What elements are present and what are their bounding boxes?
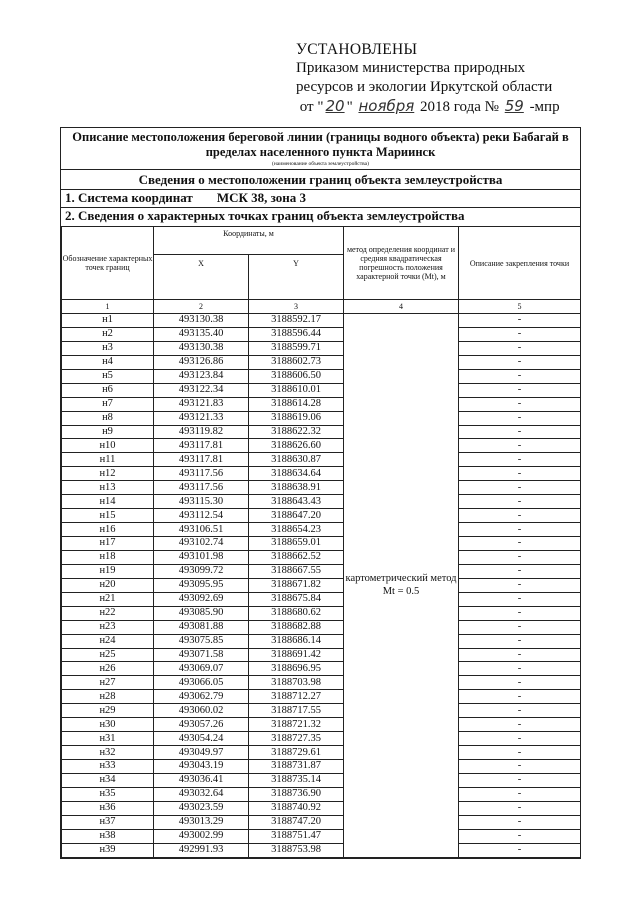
fixation-cell: - — [459, 634, 581, 648]
year-text: 2018 года № — [420, 99, 499, 115]
fixation-cell: - — [459, 676, 581, 690]
point-id-cell: н23 — [62, 620, 154, 634]
approval-block — [296, 40, 616, 117]
point-id-cell: н31 — [62, 732, 154, 746]
y-coord-cell: 3188753.98 — [249, 843, 344, 857]
point-id-cell: н17 — [62, 537, 154, 551]
y-coord-cell: 3188729.61 — [249, 746, 344, 760]
table-row — [62, 481, 581, 495]
x-coord-cell: 493101.98 — [154, 550, 249, 564]
x-coord-cell: 493119.82 — [154, 425, 249, 439]
approval-line-1: Приказом министерства природных — [296, 60, 526, 76]
fixation-cell: - — [459, 620, 581, 634]
x-coord-cell: 493043.19 — [154, 760, 249, 774]
document-subtitle: (наименование объекта землеустройства) — [61, 160, 580, 170]
table-row — [62, 773, 581, 787]
table-row — [62, 634, 581, 648]
y-coord-cell: 3188682.88 — [249, 620, 344, 634]
point-id-cell: н14 — [62, 495, 154, 509]
y-coord-cell: 3188727.35 — [249, 732, 344, 746]
fixation-cell: - — [459, 523, 581, 537]
x-coord-cell: 493002.99 — [154, 829, 249, 843]
fixation-cell: - — [459, 773, 581, 787]
x-coord-cell: 493117.81 — [154, 453, 249, 467]
section-title: Сведения о местоположении границ объекта землеустройства — [61, 170, 580, 190]
fixation-cell: - — [459, 578, 581, 592]
fixation-cell: - — [459, 537, 581, 551]
point-id-cell: н38 — [62, 829, 154, 843]
x-coord-cell: 493032.64 — [154, 787, 249, 801]
table-row — [62, 648, 581, 662]
fixation-cell: - — [459, 815, 581, 829]
fixation-cell: - — [459, 829, 581, 843]
table-row — [62, 815, 581, 829]
table-row — [62, 509, 581, 523]
coord-system-label: 1. Система координат — [65, 190, 193, 205]
y-coord-cell: 3188680.62 — [249, 606, 344, 620]
y-coord-cell: 3188630.87 — [249, 453, 344, 467]
points-table — [61, 226, 581, 858]
table-row — [62, 578, 581, 592]
table-row — [62, 411, 581, 425]
y-coord-cell: 3188691.42 — [249, 648, 344, 662]
point-id-cell: н12 — [62, 467, 154, 481]
y-coord-cell: 3188671.82 — [249, 578, 344, 592]
table-row — [62, 662, 581, 676]
x-coord-cell: 492991.93 — [154, 843, 249, 857]
point-id-cell: н5 — [62, 369, 154, 383]
table-row — [62, 550, 581, 564]
header-method: метод определения координат и средняя квадратическая погрешность положения характерной точки (Mt), м — [344, 227, 459, 300]
y-coord-cell: 3188606.50 — [249, 369, 344, 383]
point-id-cell: н9 — [62, 425, 154, 439]
fixation-cell: - — [459, 592, 581, 606]
x-coord-cell: 493117.56 — [154, 467, 249, 481]
table-row — [62, 732, 581, 746]
document-title: Описание местоположения береговой линии (границы водного объекта) реки Бабагай в пределах населенного пункта Мариинск — [72, 130, 569, 159]
x-coord-cell: 493106.51 — [154, 523, 249, 537]
y-coord-cell: 3188610.01 — [249, 383, 344, 397]
header-num-5: 5 — [459, 300, 581, 314]
point-id-cell: н27 — [62, 676, 154, 690]
x-coord-cell: 493085.90 — [154, 606, 249, 620]
fixation-cell: - — [459, 453, 581, 467]
table-row — [62, 718, 581, 732]
approval-title: УСТАНОВЛЕНЫ — [296, 41, 418, 58]
y-coord-cell: 3188659.01 — [249, 537, 344, 551]
table-row — [62, 439, 581, 453]
y-coord-cell: 3188696.95 — [249, 662, 344, 676]
fixation-cell: - — [459, 662, 581, 676]
point-id-cell: н33 — [62, 760, 154, 774]
table-row — [62, 523, 581, 537]
point-id-cell: н25 — [62, 648, 154, 662]
fixation-cell: - — [459, 355, 581, 369]
header-fix: Описание закрепления точки — [459, 227, 581, 300]
points-section-title: 2. Сведения о характерных точках границ объекта землеустройства — [65, 208, 465, 223]
x-coord-cell: 493112.54 — [154, 509, 249, 523]
table-row — [62, 383, 581, 397]
x-coord-cell: 493057.26 — [154, 718, 249, 732]
point-id-cell: н34 — [62, 773, 154, 787]
y-coord-cell: 3188721.32 — [249, 718, 344, 732]
fixation-cell: - — [459, 397, 581, 411]
header-x: X — [154, 255, 249, 300]
x-coord-cell: 493117.81 — [154, 439, 249, 453]
y-coord-cell: 3188747.20 — [249, 815, 344, 829]
y-coord-cell: 3188712.27 — [249, 690, 344, 704]
y-coord-cell: 3188643.43 — [249, 495, 344, 509]
table-row — [62, 704, 581, 718]
fixation-cell: - — [459, 732, 581, 746]
fixation-cell: - — [459, 327, 581, 341]
date-mid: " — [346, 99, 353, 115]
y-coord-cell: 3188622.32 — [249, 425, 344, 439]
point-id-cell: н4 — [62, 355, 154, 369]
point-id-cell: н21 — [62, 592, 154, 606]
fixation-cell: - — [459, 439, 581, 453]
x-coord-cell: 493095.95 — [154, 578, 249, 592]
x-coord-cell: 493060.02 — [154, 704, 249, 718]
table-row — [62, 369, 581, 383]
header-point: Обозначение характерных точек границ — [62, 227, 154, 300]
x-coord-cell: 493123.84 — [154, 369, 249, 383]
table-row — [62, 425, 581, 439]
x-coord-cell: 493013.29 — [154, 815, 249, 829]
point-id-cell: н36 — [62, 801, 154, 815]
point-id-cell: н26 — [62, 662, 154, 676]
x-coord-cell: 493126.86 — [154, 355, 249, 369]
fixation-cell: - — [459, 509, 581, 523]
header-num-1: 1 — [62, 300, 154, 314]
x-coord-cell: 493023.59 — [154, 801, 249, 815]
point-id-cell: н15 — [62, 509, 154, 523]
fixation-cell: - — [459, 467, 581, 481]
table-row — [62, 787, 581, 801]
table-row — [62, 327, 581, 341]
point-id-cell: н20 — [62, 578, 154, 592]
fixation-cell: - — [459, 495, 581, 509]
x-coord-cell: 493130.38 — [154, 341, 249, 355]
point-id-cell: н22 — [62, 606, 154, 620]
table-row — [62, 495, 581, 509]
handwritten-day: 20 — [325, 97, 345, 115]
coord-system-value: МСК 38, зона 3 — [216, 190, 307, 205]
point-id-cell: н8 — [62, 411, 154, 425]
table-row — [62, 564, 581, 578]
y-coord-cell: 3188751.47 — [249, 829, 344, 843]
x-coord-cell: 493102.74 — [154, 537, 249, 551]
point-id-cell: н35 — [62, 787, 154, 801]
handwritten-number: 59 — [504, 97, 524, 115]
table-row — [62, 606, 581, 620]
x-coord-cell: 493115.30 — [154, 495, 249, 509]
x-coord-cell: 493075.85 — [154, 634, 249, 648]
point-id-cell: н13 — [62, 481, 154, 495]
y-coord-cell: 3188731.87 — [249, 760, 344, 774]
x-coord-cell: 493092.69 — [154, 592, 249, 606]
table-row — [62, 537, 581, 551]
x-coord-cell: 493081.88 — [154, 620, 249, 634]
table-row — [62, 746, 581, 760]
point-id-cell: н6 — [62, 383, 154, 397]
point-id-cell: н18 — [62, 550, 154, 564]
point-id-cell: н11 — [62, 453, 154, 467]
x-coord-cell: 493122.34 — [154, 383, 249, 397]
header-coords: Координаты, м — [154, 227, 344, 255]
x-coord-cell: 493066.05 — [154, 676, 249, 690]
fixation-cell: - — [459, 425, 581, 439]
fixation-cell: - — [459, 690, 581, 704]
table-row — [62, 592, 581, 606]
point-id-cell: н29 — [62, 704, 154, 718]
x-coord-cell: 493036.41 — [154, 773, 249, 787]
fixation-cell: - — [459, 704, 581, 718]
point-id-cell: н10 — [62, 439, 154, 453]
point-id-cell: н39 — [62, 843, 154, 857]
y-coord-cell: 3188667.55 — [249, 564, 344, 578]
fixation-cell: - — [459, 314, 581, 328]
approval-date-line — [296, 97, 616, 117]
y-coord-cell: 3188717.55 — [249, 704, 344, 718]
y-coord-cell: 3188735.14 — [249, 773, 344, 787]
fixation-cell: - — [459, 564, 581, 578]
table-row — [62, 355, 581, 369]
y-coord-cell: 3188703.98 — [249, 676, 344, 690]
point-id-cell: н7 — [62, 397, 154, 411]
y-coord-cell: 3188592.17 — [249, 314, 344, 328]
y-coord-cell: 3188619.06 — [249, 411, 344, 425]
table-row — [62, 397, 581, 411]
header-num-2: 2 — [154, 300, 249, 314]
table-row — [62, 620, 581, 634]
y-coord-cell: 3188686.14 — [249, 634, 344, 648]
fixation-cell: - — [459, 481, 581, 495]
fixation-cell: - — [459, 760, 581, 774]
y-coord-cell: 3188740.92 — [249, 801, 344, 815]
fixation-cell: - — [459, 746, 581, 760]
y-coord-cell: 3188596.44 — [249, 327, 344, 341]
table-row — [62, 760, 581, 774]
table-row — [62, 829, 581, 843]
table-row — [62, 676, 581, 690]
x-coord-cell: 493121.33 — [154, 411, 249, 425]
fixation-cell: - — [459, 606, 581, 620]
coord-system-row — [61, 190, 580, 208]
x-coord-cell: 493117.56 — [154, 481, 249, 495]
point-id-cell: н24 — [62, 634, 154, 648]
table-row — [62, 453, 581, 467]
y-coord-cell: 3188675.84 — [249, 592, 344, 606]
point-id-cell: н28 — [62, 690, 154, 704]
point-id-cell: н32 — [62, 746, 154, 760]
document-frame — [60, 127, 581, 859]
y-coord-cell: 3188736.90 — [249, 787, 344, 801]
table-row — [62, 843, 581, 857]
approval-line-2: ресурсов и экологии Иркутской области — [296, 79, 553, 95]
header-num-4: 4 — [344, 300, 459, 314]
point-id-cell: н16 — [62, 523, 154, 537]
handwritten-month: ноября — [358, 97, 415, 115]
order-suffix: -мпр — [529, 99, 560, 115]
fixation-cell: - — [459, 550, 581, 564]
x-coord-cell: 493049.97 — [154, 746, 249, 760]
x-coord-cell: 493062.79 — [154, 690, 249, 704]
fixation-cell: - — [459, 843, 581, 857]
date-prefix: от " — [299, 99, 324, 115]
x-coord-cell: 493099.72 — [154, 564, 249, 578]
x-coord-cell: 493054.24 — [154, 732, 249, 746]
x-coord-cell: 493121.83 — [154, 397, 249, 411]
y-coord-cell: 3188654.23 — [249, 523, 344, 537]
table-row — [62, 467, 581, 481]
y-coord-cell: 3188626.60 — [249, 439, 344, 453]
header-num-3: 3 — [249, 300, 344, 314]
method-cell: картометрический метод Mt = 0.5 — [344, 314, 459, 858]
point-id-cell: н1 — [62, 314, 154, 328]
point-id-cell: н3 — [62, 341, 154, 355]
x-coord-cell: 493130.38 — [154, 314, 249, 328]
y-coord-cell: 3188662.52 — [249, 550, 344, 564]
fixation-cell: - — [459, 411, 581, 425]
point-id-cell: н19 — [62, 564, 154, 578]
fixation-cell: - — [459, 801, 581, 815]
point-id-cell: н37 — [62, 815, 154, 829]
fixation-cell: - — [459, 341, 581, 355]
table-row — [62, 314, 581, 328]
x-coord-cell: 493069.07 — [154, 662, 249, 676]
fixation-cell: - — [459, 718, 581, 732]
y-coord-cell: 3188634.64 — [249, 467, 344, 481]
x-coord-cell: 493135.40 — [154, 327, 249, 341]
point-id-cell: н2 — [62, 327, 154, 341]
fixation-cell: - — [459, 648, 581, 662]
table-row — [62, 341, 581, 355]
y-coord-cell: 3188638.91 — [249, 481, 344, 495]
header-y: Y — [249, 255, 344, 300]
points-table-body — [62, 314, 581, 858]
point-id-cell: н30 — [62, 718, 154, 732]
x-coord-cell: 493071.58 — [154, 648, 249, 662]
table-row — [62, 801, 581, 815]
y-coord-cell: 3188602.73 — [249, 355, 344, 369]
fixation-cell: - — [459, 787, 581, 801]
y-coord-cell: 3188614.28 — [249, 397, 344, 411]
fixation-cell: - — [459, 383, 581, 397]
y-coord-cell: 3188647.20 — [249, 509, 344, 523]
y-coord-cell: 3188599.71 — [249, 341, 344, 355]
fixation-cell: - — [459, 369, 581, 383]
table-row — [62, 690, 581, 704]
